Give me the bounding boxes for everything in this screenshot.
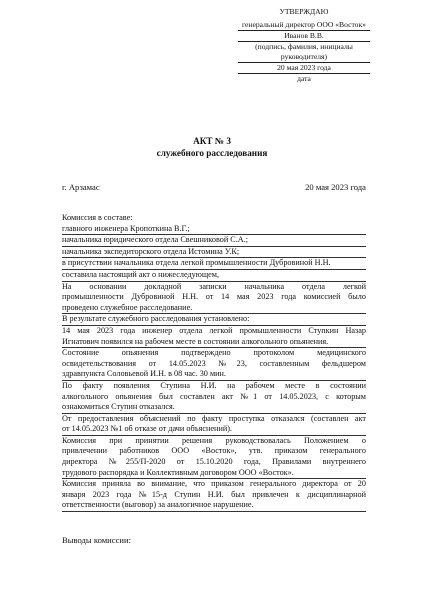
body-line: января 2023 года №15-д Ступин Н.И. был привлечен к дисциплинарной: [62, 489, 366, 499]
body-line: Комиссия в составе:: [62, 213, 133, 222]
act-date: 20 мая 2023 года: [305, 182, 366, 192]
body-line: начальника юридического отдела Свешниковой С.А.;: [62, 235, 366, 247]
body-line: По факту появления Ступина Н.И. на рабочем месте в состоянии: [62, 380, 366, 390]
body-line: начальника экспедиторского отдела Истомина У.К;: [62, 247, 366, 259]
approval-hint-2: руководителя): [238, 52, 370, 63]
body-line: Состояние опьянения подтверждено протоколом медицинского: [62, 348, 366, 358]
body-line: ознакомиться Ступин отказался.: [62, 402, 366, 414]
body-line: освидетельствования от 14.05.2023 №23, составленным фельдшером: [62, 358, 366, 368]
body-line: Игнатович появился на рабочем месте в состоянии алкогольного опьянения.: [62, 337, 366, 349]
body-line: В результате служебного расследования установлено:: [62, 314, 366, 326]
approval-heading: УТВЕРЖДАЮ: [279, 7, 329, 16]
body-line: Комиссия приняла во внимание, что приказом генерального директора от 20: [62, 479, 366, 489]
body-line: от 14.05.2023 №1 об отказе от дачи объяснений).: [62, 424, 366, 436]
body-line: здравпункта Соловьевой И.Н. в 08 час. 30 мин.: [62, 369, 366, 381]
body-line: главного инженера Кропоткина В.Г.;: [62, 224, 366, 236]
act-body: [62, 213, 366, 512]
body-line: в присутствии начальника отдела легкой промышленности Дубровиной Н.Н.: [62, 258, 366, 270]
body-line: На основании докладной записки начальника отдела легкой: [62, 281, 366, 291]
body-line: составила настоящий акт о нижеследующем,: [62, 270, 366, 282]
body-line: ответственности (выговор) за аналогичное нарушение.: [62, 500, 366, 512]
body-line: промышленности Дубровиной Н.Н. от 14 мая 2023 года комиссией было: [62, 292, 366, 302]
place-date-row: [62, 182, 366, 193]
body-line: проведено служебное расследование.: [62, 303, 366, 315]
approval-block: [238, 7, 370, 84]
approval-hint-1: (подпись, фамилия, инициалы: [255, 42, 353, 51]
body-line: трудового распорядка и Коллективным договором ООО «Восток».: [62, 468, 366, 480]
act-title: АКТ № 3: [193, 136, 231, 146]
act-subtitle: служебного расследования: [156, 148, 268, 158]
city: г. Арзамас: [62, 182, 100, 192]
body-line: От предоставления объяснений по факту проступка отказался (составлен акт: [62, 413, 366, 423]
approval-position: генеральный директор ООО «Восток»: [238, 20, 370, 31]
conclusions-heading: Выводы комиссии:: [62, 535, 131, 545]
body-line: 14 мая 2023 года инженер отдела легкой промышленности Ступкин Назар: [62, 325, 366, 335]
body-line: привлечении работников ООО «Восток», утв. приказом генерального: [62, 446, 366, 456]
body-line: алкогольного опьянения был составлен акт №1 от 14.05.2023, с которым: [62, 391, 366, 401]
approval-date: 20 мая 2023 года: [238, 63, 370, 74]
approval-date-hint: дата: [297, 74, 311, 83]
body-line: директора №255/П-2020 от 15.10.2020 года, Правилами внутреннего: [62, 457, 366, 467]
body-line: Комиссия при принятии решения руководствовалась Положением о: [62, 435, 366, 445]
approval-name: Иванов В.В.: [238, 31, 370, 42]
